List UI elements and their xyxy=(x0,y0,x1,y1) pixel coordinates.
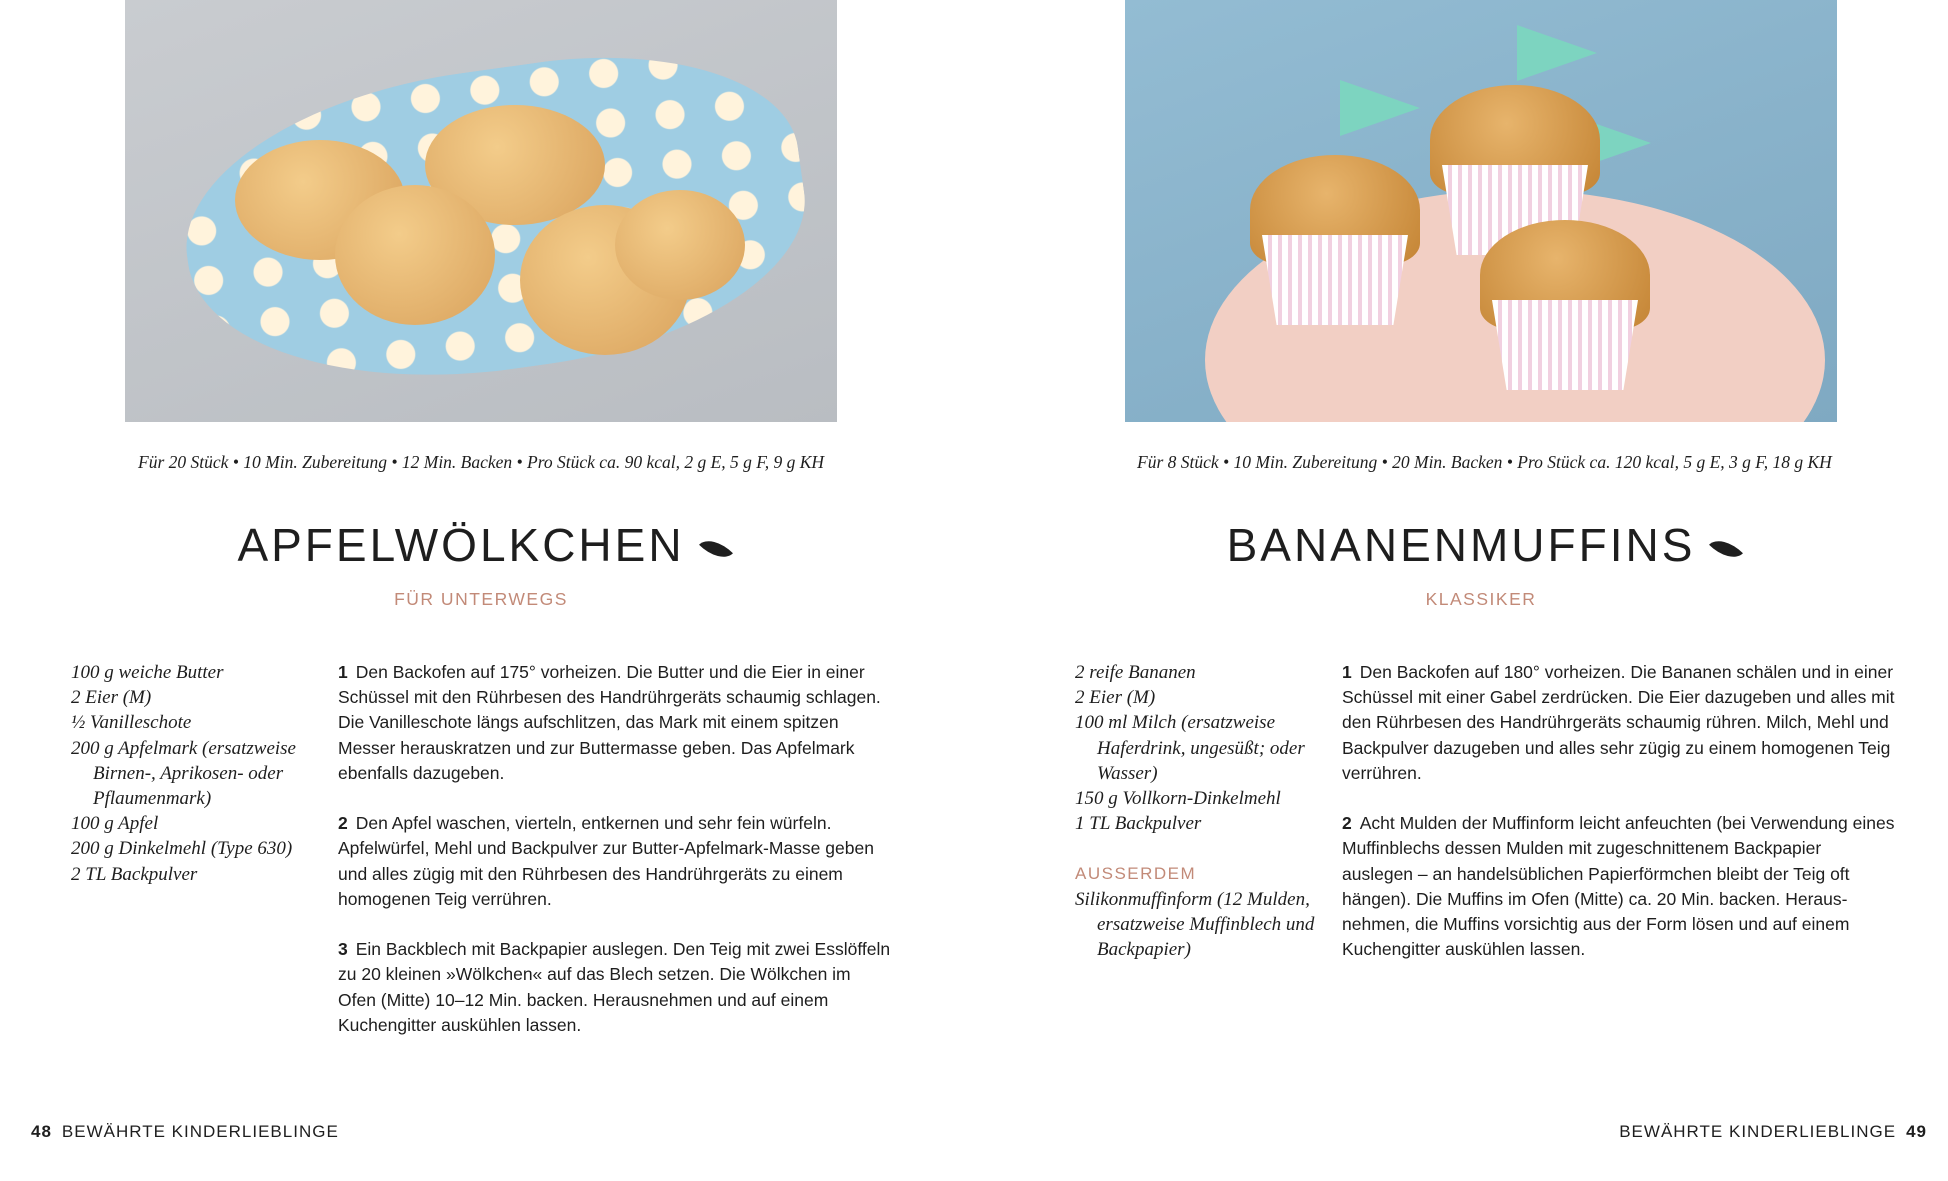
ingredient: ½ Vanilleschote xyxy=(71,712,192,734)
step-text: Acht Mulden der Muffinform leicht anfeuchten (bei Verwendung eines Muffinblechs dessen Mulden mit zugeschnittenem Backpapier auslegen – an handelsüblichen Papierförmchen bleibt der Teig oft hängen). Die Muffins im Ofen (Mitte) ca. 20 Min. backen. Herausnehmen, die Muffins vorsichtig aus der Form lösen und auf einem Kuchengitter auskühlen lassen. xyxy=(1342,813,1895,960)
recipe-meta: Für 8 Stück • 10 Min. Zubereitung • 20 Min. Backen • Pro Stück ca. 120 kcal, 5 g E, 3 g F, 18 g KH xyxy=(1137,452,1832,472)
step-number: 2 xyxy=(1342,813,1352,834)
page-footer-right xyxy=(1619,1122,1927,1142)
recipe-title xyxy=(125,518,837,572)
section-name: BEWÄHRTE KINDERLIEBLINGE xyxy=(1619,1122,1897,1141)
step xyxy=(1342,811,1897,962)
step-text: Den Backofen auf 175° vorheizen. Die Butter und die Eier in einer Schüssel mit den Rührbesen des Handrührgeräts schaumig schlagen. Die Vanilleschote längs aufschlitzen, das Mark mit einem spitzen Messer herauskratzen und zur Buttermasse geben. Das Apfelmark ebenfalls dazugeben. xyxy=(338,662,881,783)
ingredient: 100 ml Milch (ersatzweise Haferdrink, ungesüßt; oder Wasser) xyxy=(1075,712,1305,784)
ingredient-list xyxy=(71,660,311,887)
step xyxy=(338,660,893,786)
ingredient: 2 Eier (M) xyxy=(1075,687,1156,709)
step xyxy=(338,937,893,1038)
ingredient: 100 g Apfel xyxy=(71,813,159,835)
page-number: 48 xyxy=(31,1122,52,1141)
step-number: 1 xyxy=(338,662,348,682)
step-number: 2 xyxy=(338,813,348,834)
ingredient: 150 g Vollkorn-Dinkelmehl xyxy=(1075,788,1281,810)
page-footer-left xyxy=(31,1122,339,1142)
step xyxy=(1342,660,1897,786)
ingredient: 2 reife Bananen xyxy=(1075,662,1196,683)
extra-heading: AUSSERDEM xyxy=(1075,864,1197,884)
step xyxy=(338,811,893,912)
bananenmuffins-photo xyxy=(1125,0,1837,422)
recipe-subtitle: KLASSIKER xyxy=(1425,589,1537,609)
step-number: 3 xyxy=(338,939,348,960)
leaf-icon xyxy=(1709,532,1743,566)
step-text: Den Backofen auf 180° vorheizen. Die Bananen schälen und in einer Schüssel mit einer Gabel zerdrücken. Die Eier dazugeben und alles mit den Rührbesen des Handrührgeräts schaumig rühren. Milch, Mehl und Backpulver dazugeben und alles sehr zügig zu einem homogenen Teig verrühren. xyxy=(1342,662,1895,783)
section-name: BEWÄHRTE KINDERLIEBLINGE xyxy=(61,1122,339,1141)
ingredient: 200 g Apfelmark (ersatzweise Birnen-, Aprikosen- oder Pflaumenmark) xyxy=(71,737,296,810)
apfelwoelkchen-photo xyxy=(125,0,837,422)
leaf-icon xyxy=(699,532,733,566)
ingredient: 200 g Dinkelmehl (Type 630) xyxy=(71,838,293,860)
step-text: Den Apfel waschen, vierteln, entkernen und sehr fein würfeln. Apfelwürfel, Mehl und Backpulver zur Butter-Apfelmark-Masse geben und alles zügig mit den Rührbesen des Handrührgeräts zu einem homogenen Teig verrühren. xyxy=(338,813,874,909)
recipe-title xyxy=(1125,518,1837,572)
step-number: 1 xyxy=(1342,662,1352,682)
instructions xyxy=(1342,660,1897,988)
extra-equipment: Silikonmuffinform (12 Mulden, ersatzweise Muffinblech und Backpapier) xyxy=(1075,888,1315,961)
recipe-meta: Für 20 Stück • 10 Min. Zubereitung • 12 Min. Backen • Pro Stück ca. 90 kcal, 2 g E, 5 g F, 9 g KH xyxy=(138,452,825,472)
title-text: BANANENMUFFINS xyxy=(1226,519,1696,571)
ingredient: 2 Eier (M) xyxy=(71,687,152,709)
ingredient-list xyxy=(1075,660,1315,962)
ingredient: 2 TL Backpulver xyxy=(71,863,198,885)
ingredient: 1 TL Backpulver xyxy=(1075,813,1202,835)
instructions xyxy=(338,660,893,1063)
step-text: Ein Backblech mit Backpapier auslegen. Den Teig mit zwei Esslöffeln zu 20 kleinen »Wölkchen« auf das Blech setzen. Die Wölkchen im Ofen (Mitte) 10–12 Min. backen. Herausnehmen und auf einem Kuchengitter auskühlen lassen. xyxy=(338,939,891,1035)
title-text: APFELWÖLKCHEN xyxy=(237,519,685,571)
page-number: 49 xyxy=(1906,1122,1927,1141)
recipe-subtitle: FÜR UNTERWEGS xyxy=(394,589,568,609)
ingredient: 100 g weiche Butter xyxy=(71,662,224,683)
